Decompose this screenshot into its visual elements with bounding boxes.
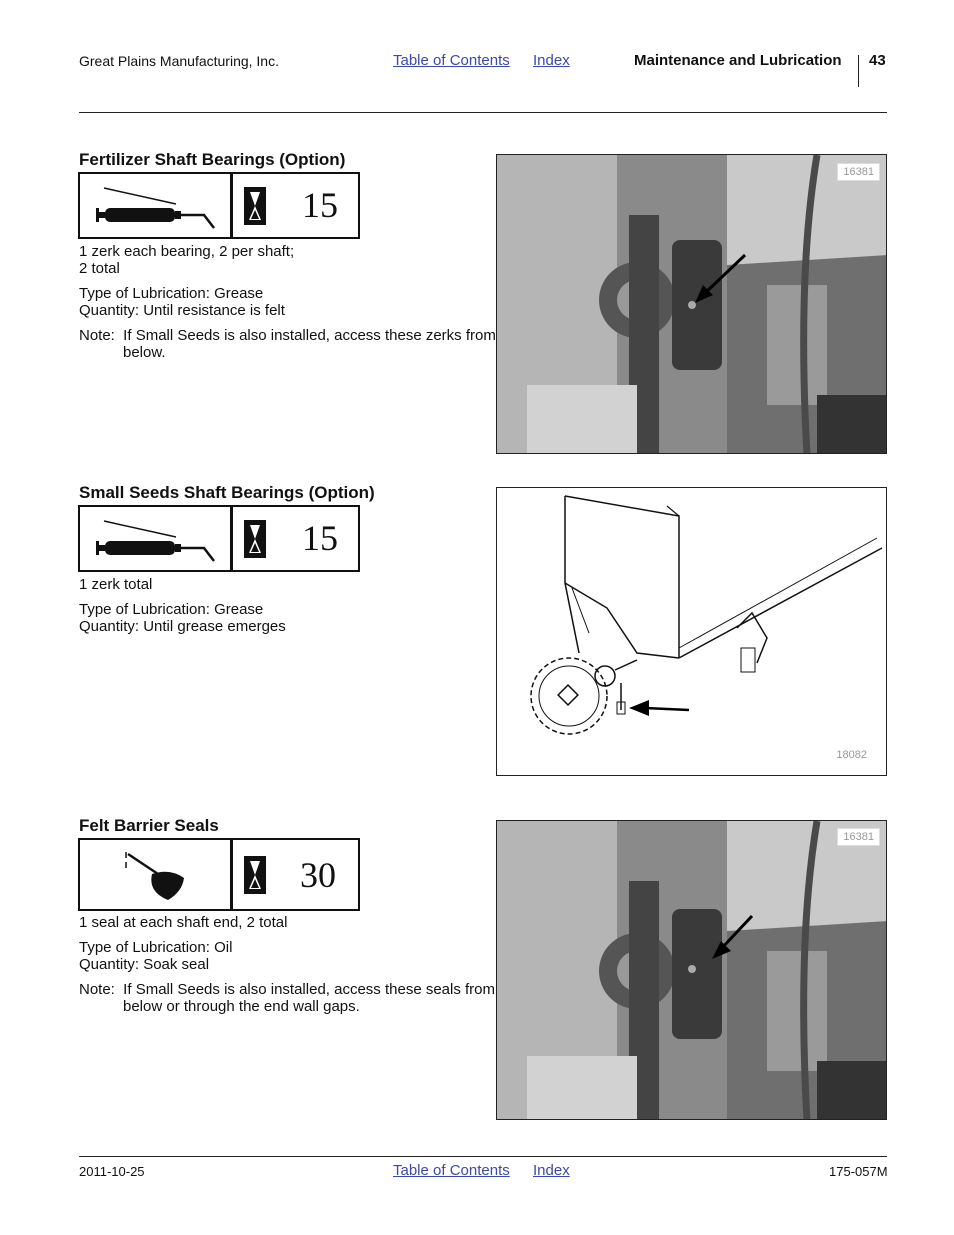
lubrication-quantity: Quantity: Until grease emerges (79, 618, 286, 635)
section-body-felt-seals (79, 914, 496, 1015)
figure-number: 16381 (837, 828, 880, 846)
lubrication-quantity: Quantity: Soak seal (79, 956, 210, 973)
footer-date: 2011-10-25 (79, 1164, 145, 1179)
zerk-count-line: 1 zerk total (79, 576, 153, 593)
zerk-count-line-1: 1 zerk each bearing, 2 per shaft; (79, 243, 295, 260)
footer-rule (79, 1156, 887, 1157)
note: Note: If Small Seeds is also installed, access these zerks from below. (79, 327, 496, 361)
bearing-diagram-small-seeds (496, 487, 887, 776)
section-body-fertilizer (79, 243, 496, 361)
lubrication-type: Type of Lubrication: Grease (79, 285, 264, 302)
index-link[interactable]: Index (533, 52, 570, 69)
lube-chart-fertilizer (78, 172, 360, 239)
page-number: 43 (869, 52, 886, 69)
figure-number: 16381 (837, 163, 880, 181)
interval-hours: 30 (300, 855, 336, 895)
grease-gun-icon (94, 184, 224, 230)
hourglass-icon (243, 855, 267, 895)
lubrication-type: Type of Lubrication: Grease (79, 601, 264, 618)
company-name: Great Plains Manufacturing, Inc. (79, 53, 279, 69)
interval-hours: 15 (302, 518, 338, 558)
section-header: Maintenance and Lubrication (634, 52, 842, 69)
lube-chart-small-seeds (78, 505, 360, 572)
seal-count-line: 1 seal at each shaft end, 2 total (79, 914, 288, 931)
grease-gun-icon (94, 517, 224, 563)
section-title-felt-seals: Felt Barrier Seals (79, 816, 219, 835)
note: Note: If Small Seeds is also installed, access these seals from below or through the end wall gaps. (79, 981, 496, 1015)
bearing-photo-felt-seals (496, 820, 887, 1120)
figure-number: 18082 (836, 749, 867, 761)
section-title-small-seeds: Small Seeds Shaft Bearings (Option) (79, 483, 375, 502)
document-number: 175-057M (829, 1164, 888, 1179)
bearing-photo-fertilizer (496, 154, 887, 454)
zerk-count-line-2: 2 total (79, 260, 120, 277)
header-divider (858, 55, 859, 87)
lubrication-type: Type of Lubrication: Oil (79, 939, 233, 956)
hourglass-icon (243, 186, 267, 226)
section-body-small-seeds (79, 576, 479, 635)
hourglass-icon (243, 519, 267, 559)
footer-index-link[interactable]: Index (533, 1162, 570, 1179)
section-title-fertilizer: Fertilizer Shaft Bearings (Option) (79, 150, 346, 169)
oil-can-icon (120, 848, 190, 904)
lubrication-quantity: Quantity: Until resistance is felt (79, 302, 285, 319)
interval-hours: 15 (302, 185, 338, 225)
header-rule (79, 112, 887, 113)
footer-table-of-contents-link[interactable]: Table of Contents (393, 1162, 510, 1179)
table-of-contents-link[interactable]: Table of Contents (393, 52, 510, 69)
lube-chart-felt-seals (78, 838, 360, 911)
